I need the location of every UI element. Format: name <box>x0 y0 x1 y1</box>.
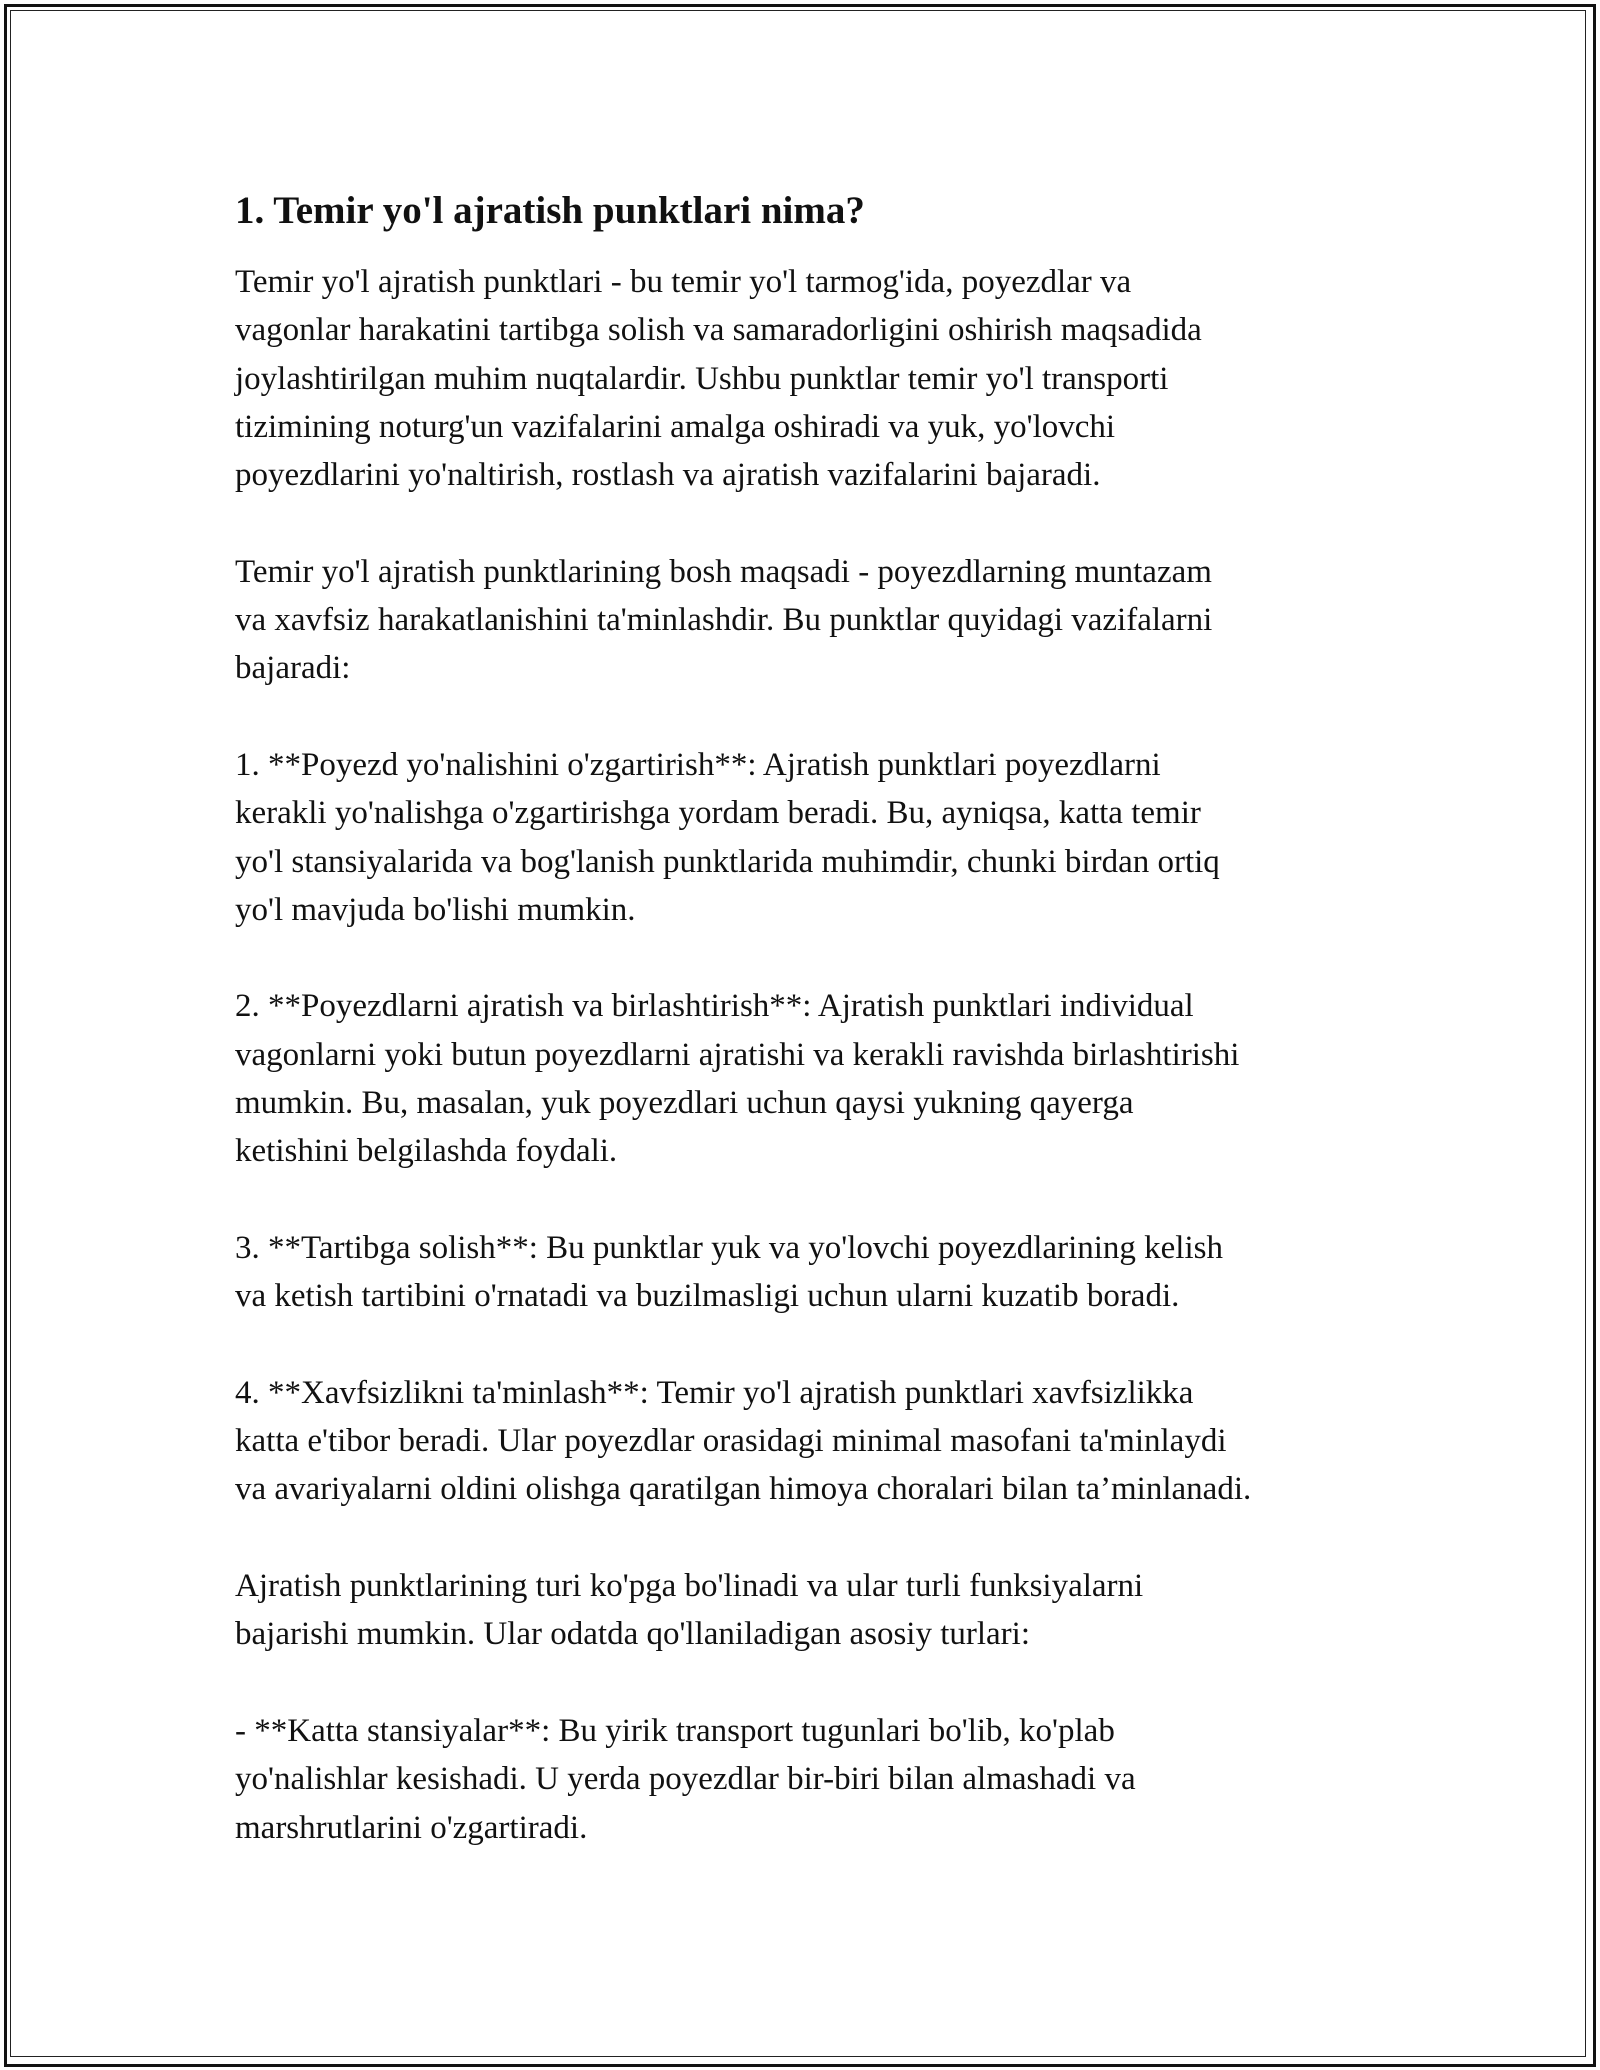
paragraph-intro <box>235 258 1385 499</box>
document-heading: 1. Temir yo'l ajratish punktlari nima? <box>235 189 865 232</box>
list-item-3 <box>235 1224 1385 1321</box>
bullet-item-large-stations <box>235 1707 1385 1852</box>
text-line: yo'l mavjuda bo'lishi mumkin. <box>235 891 636 928</box>
text-line: vagonlarni yoki butun poyezdlarni ajratishi va kerakli ravishda birlashtirishi <box>235 1036 1240 1073</box>
list-item-2 <box>235 982 1385 1175</box>
text-line: tizimining noturg'un vazifalarini amalga oshiradi va yuk, yo'lovchi <box>235 408 1116 445</box>
text-line: vagonlar harakatini tartibga solish va samaradorligini oshirish maqsadida <box>235 312 1202 349</box>
text-line: bajarishi mumkin. Ular odatda qo'llaniladigan asosiy turlari: <box>235 1616 1031 1653</box>
text-line: va avariyalarni oldini olishga qaratilgan himoya choralari bilan ta’minlanadi. <box>235 1471 1252 1508</box>
text-line: joylashtirilgan muhim nuqtalardir. Ushbu punktlar temir yo'l transporti <box>235 360 1169 397</box>
text-line: 2. **Poyezdlarni ajratish va birlashtirish**: Ajratish punktlari individual <box>235 988 1194 1025</box>
text-line: va ketish tartibini o'rnatadi va buzilmasligi uchun ularni kuzatib boradi. <box>235 1278 1180 1315</box>
text-line: 4. **Xavfsizlikni ta'minlash**: Temir yo'l ajratish punktlari xavfsizlikka <box>235 1374 1194 1411</box>
text-line: Temir yo'l ajratish punktlarining bosh maqsadi - poyezdlarning muntazam <box>235 553 1212 590</box>
paragraph-types <box>235 1562 1385 1659</box>
text-line: mumkin. Bu, masalan, yuk poyezdlari uchun qaysi yukning qayerga <box>235 1085 1134 1122</box>
paragraph-purpose <box>235 548 1385 693</box>
list-item-4 <box>235 1369 1385 1514</box>
text-line: Ajratish punktlarining turi ko'pga bo'linadi va ular turli funksiyalarni <box>235 1568 1144 1605</box>
text-line: poyezdlarini yo'naltirish, rostlash va ajratish vazifalarini bajaradi. <box>235 457 1101 494</box>
text-line: katta e'tibor beradi. Ular poyezdlar orasidagi minimal masofani ta'minlaydi <box>235 1423 1227 1460</box>
text-line: 1. **Poyezd yo'nalishini o'zgartirish**: Ajratish punktlari poyezdlarni <box>235 746 1161 783</box>
text-line: ketishini belgilashda foydali. <box>235 1133 618 1170</box>
text-line: yo'nalishlar kesishadi. U yerda poyezdlar bir-biri bilan almashadi va <box>235 1761 1136 1798</box>
text-line: 3. **Tartibga solish**: Bu punktlar yuk va yo'lovchi poyezdlarining kelish <box>235 1229 1223 1266</box>
text-line: bajaradi: <box>235 650 351 687</box>
text-line: va xavfsiz harakatlanishini ta'minlashdir. Bu punktlar quyidagi vazifalarni <box>235 602 1213 639</box>
text-line: marshrutlarini o'zgartiradi. <box>235 1809 588 1846</box>
text-line: yo'l stansiyalarida va bog'lanish punktlarida muhimdir, chunki birdan ortiq <box>235 843 1220 880</box>
list-item-1 <box>235 741 1385 934</box>
text-line: kerakli yo'nalishga o'zgartirishga yordam beradi. Bu, ayniqsa, katta temir <box>235 795 1201 832</box>
text-line: - **Katta stansiyalar**: Bu yirik transport tugunlari bo'lib, ko'plab <box>235 1712 1115 1749</box>
document-body <box>235 186 1385 1900</box>
text-line: Temir yo'l ajratish punktlari - bu temir yo'l tarmog'ida, poyezdlar va <box>235 264 1132 300</box>
